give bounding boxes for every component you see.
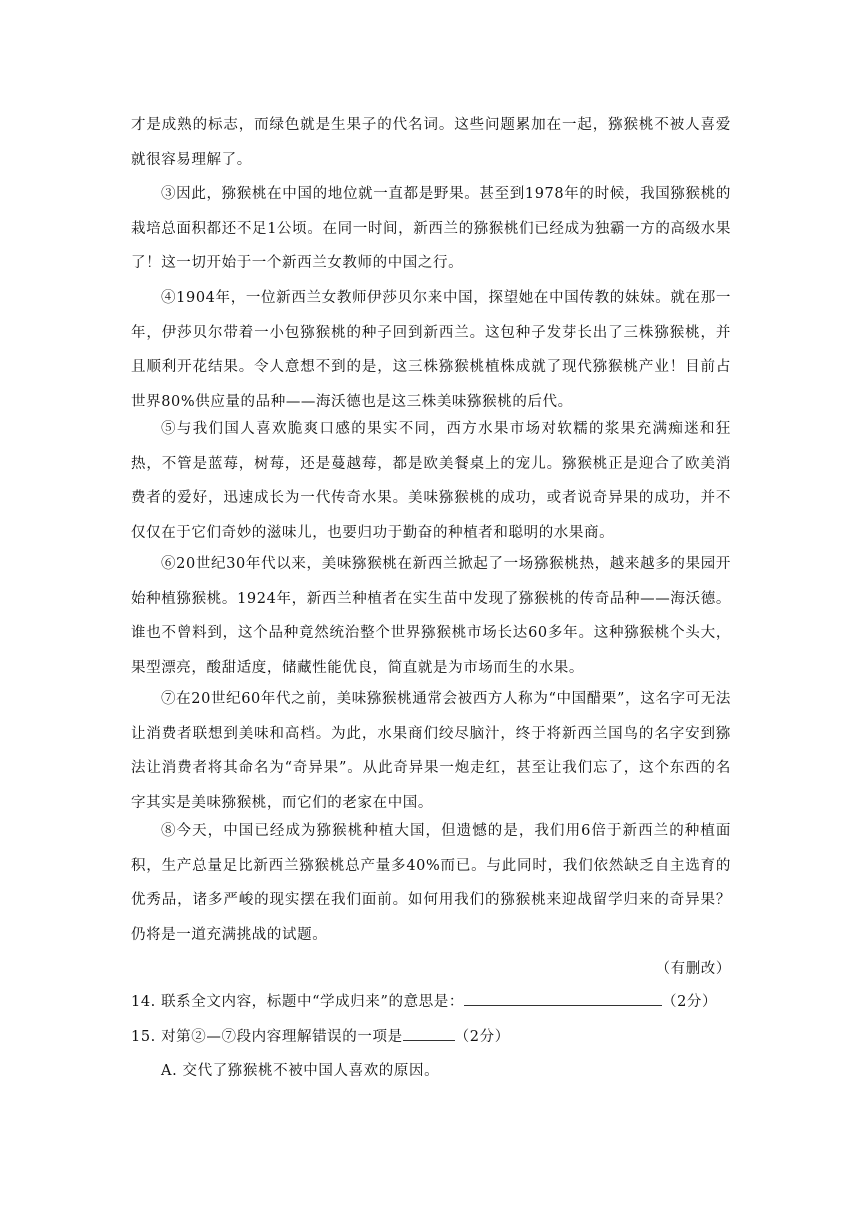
question-14-points: （2分） [662, 994, 718, 1010]
question-15 [131, 1020, 731, 1054]
answer-blank-15[interactable] [403, 1026, 455, 1041]
paragraph-3: ③因此，猕猴桃在中国的地位就一直都是野果。甚至到1978年的时候，我国猕猴桃的栽培总面积都还不足1公顷。在同一时间，新西兰的猕猴桃们已经成为独霸一方的高级水果了！这一切开始于一个新西兰女教师的中国之行。 [131, 186, 731, 271]
question-14-text: 14. 联系全文内容，标题中“学成归来”的意思是： [131, 994, 464, 1010]
answer-blank-14[interactable] [464, 991, 662, 1006]
paragraph-4: ④1904年，一位新西兰女教师伊莎贝尔来中国，探望她在中国传教的妹妹。就在那一年，伊莎贝尔带着一小包猕猴桃的种子回到新西兰。这包种子发芽长出了三株猕猴桃，并且顺利开花结果。令人意想不到的是，这三株猕猴桃植株成就了现代猕猴桃产业！目前占世界80%供应量的品种——海沃德也是这三株美味猕猴桃的后代。 [131, 290, 731, 410]
question-14 [131, 985, 731, 1019]
source-note: （有删改） [655, 961, 731, 977]
paragraph-5: ⑤与我们国人喜欢脆爽口感的果实不同，西方水果市场对软糯的浆果充满痴迷和狂热，不管是蓝莓，树莓，还是蔓越莓，都是欧美餐桌上的宠儿。猕猴桃正是迎合了欧美消费者的爱好，迅速成长为一代传奇水果。美味猕猴桃的成功，或者说奇异果的成功，并不仅仅在于它们奇妙的滋味儿，也要归功于勤奋的种植者和聪明的水果商。 [131, 421, 731, 541]
question-15-option-a: A. 交代了猕猴桃不被中国人喜欢的原因。 [161, 1063, 440, 1079]
paragraph-8: ⑧今天，中国已经成为猕猴桃种植大国，但遗憾的是，我们用6倍于新西兰的种植面积，生产总量足比新西兰猕猴桃总产量多40%而已。与此同时，我们依然缺乏自主选育的优秀品，诸多严峻的现实摆在我们面前。如何用我们的猕猴桃来迎战留学归来的奇异果？仍将是一道充满挑战的试题。 [131, 823, 731, 943]
paragraph-7: ⑦在20世纪60年代之前，美味猕猴桃通常会被西方人称为“中国醋栗”，这名字可无法让消费者联想到美味和高档。为此，水果商们绞尽脑汁，终于将新西兰国鸟的名字安到猕法让消费者将其命名为“奇异果”。从此奇异果一炮走红，甚至让我们忘了，这个东西的名字其实是美味猕猴桃，而它们的老家在中国。 [131, 691, 731, 811]
question-15-points: （2分） [454, 1029, 510, 1045]
paragraph-continued: 才是成熟的标志，而绿色就是生果子的代名词。这些问题累加在一起，猕猴桃不被人喜爱就很容易理解了。 [131, 117, 731, 168]
question-15-text: 15. 对第②—⑦段内容理解错误的一项是 [131, 1029, 403, 1045]
paragraph-6: ⑥20世纪30年代以来，美味猕猴桃在新西兰掀起了一场猕猴桃热，越来越多的果园开始种植猕猴桃。1924年，新西兰种植者在实生苗中发现了猕猴桃的传奇品种——海沃德。谁也不曾料到，这个品种竟然统治整个世界猕猴桃市场长达60多年。这种猕猴桃个头大，果型漂亮，酸甜适度，储藏性能优良，简直就是为市场而生的水果。 [131, 556, 731, 676]
